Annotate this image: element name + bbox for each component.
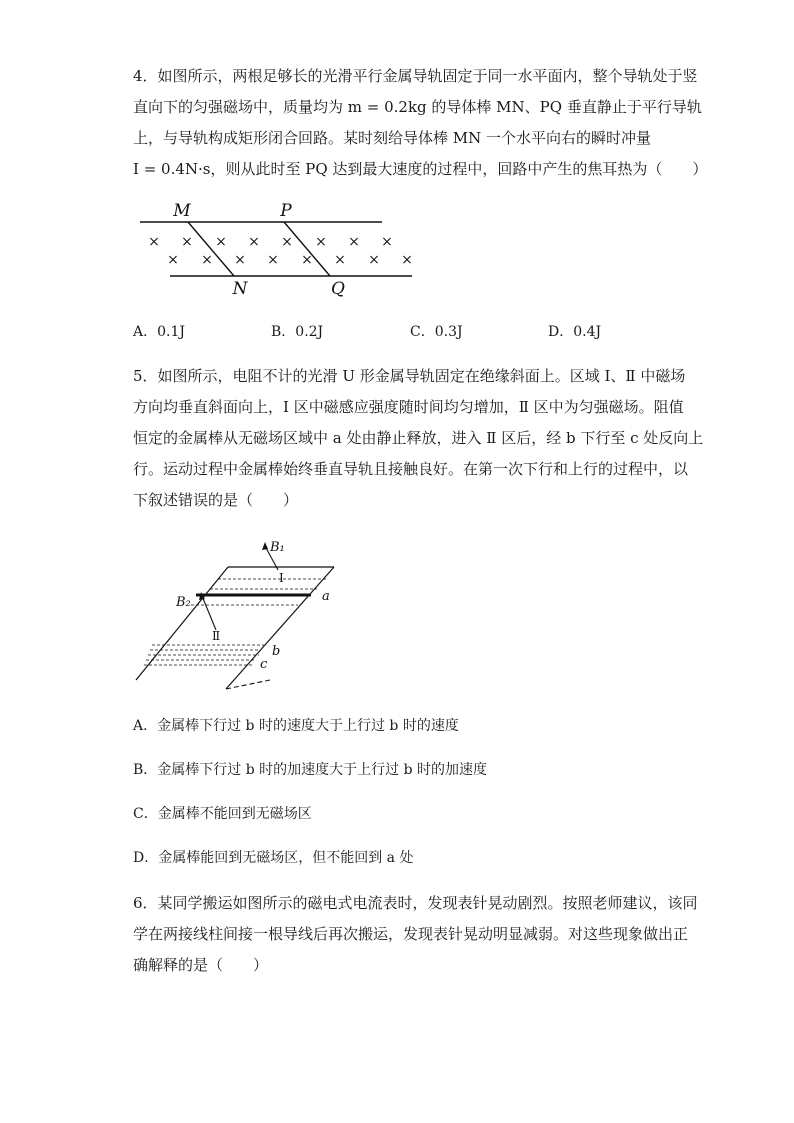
field-cross: × xyxy=(248,234,260,250)
q4-line-3: 上，与导轨构成矩形闭合回路。某时刻给导体棒 MN 一个水平向右的瞬时冲量 xyxy=(133,129,652,147)
field-cross: × xyxy=(267,252,279,268)
field-cross: × xyxy=(281,234,293,250)
q4-rails-figure xyxy=(130,198,430,298)
label-Q: Q xyxy=(331,279,345,298)
label-P: P xyxy=(280,201,292,221)
q5-option-d[interactable]: D．金属棒能回到无磁场区，但不能回到 a 处 xyxy=(133,850,414,866)
q5-incline-figure xyxy=(128,534,358,694)
q5-option-a[interactable]: A．金属棒下行过 b 时的速度大于上行过 b 时的速度 xyxy=(133,718,459,734)
q6-line-3: 确解释的是（ ） xyxy=(133,956,269,974)
q4-line-4: I = 0.4N·s，则从此时至 PQ 达到最大速度的过程中，回路中产生的焦耳热为（ ） xyxy=(133,160,708,178)
q6-line-1: 6．某同学搬运如图所示的磁电式电流表时，发现表针晃动剧烈。按照老师建议，该同 xyxy=(133,894,698,912)
q5-option-b[interactable]: B．金属棒下行过 b 时的加速度大于上行过 b 时的加速度 xyxy=(133,762,488,778)
label-region-I: Ⅰ xyxy=(279,571,284,585)
q5-line-3: 恒定的金属棒从无磁场区域中 a 处由静止释放，进入 Ⅱ 区后，经 b 下行至 c 处反向上 xyxy=(133,429,704,447)
q4-line-1: 4．如图所示，两根足够长的光滑平行金属导轨固定于同一水平面内，整个导轨处于竖 xyxy=(133,67,698,85)
field-cross: × xyxy=(381,234,393,250)
label-B1: B₁ xyxy=(270,540,285,555)
field-cross: × xyxy=(301,252,313,268)
field-cross: × xyxy=(401,252,413,268)
q4-line-2: 直向下的匀强磁场中，质量均为 m = 0.2kg 的导体棒 MN、PQ 垂直静止于平行导轨 xyxy=(133,98,702,116)
q4-option-c[interactable]: C．0.3J xyxy=(410,324,463,340)
q5-line-5: 下叙述错误的是（ ） xyxy=(133,491,299,509)
q5-option-c[interactable]: C．金属棒不能回到无磁场区 xyxy=(133,806,312,822)
field-cross: × xyxy=(334,252,346,268)
field-cross: × xyxy=(348,234,360,250)
field-cross: × xyxy=(234,252,246,268)
field-cross: × xyxy=(201,252,213,268)
label-B2: B₂ xyxy=(176,595,191,610)
label-N: N xyxy=(232,279,248,298)
label-c: c xyxy=(260,657,268,672)
q4-option-d[interactable]: D．0.4J xyxy=(548,324,602,340)
q4-option-a[interactable]: A．0.1J xyxy=(133,324,185,340)
field-cross: × xyxy=(181,234,193,250)
field-cross: × xyxy=(368,252,380,268)
field-cross: × xyxy=(215,234,227,250)
label-b: b xyxy=(272,644,281,659)
label-a: a xyxy=(322,589,330,604)
q5-line-4: 行。运动过程中金属棒始终垂直导轨且接触良好。在第一次下行和上行的过程中，以 xyxy=(133,460,689,478)
q4-option-b[interactable]: B．0.2J xyxy=(271,324,324,340)
q6-line-2: 学在两接线柱间接一根导线后再次搬运，发现表针晃动明显减弱。对这些现象做出正 xyxy=(133,925,689,943)
field-cross: × xyxy=(167,252,179,268)
field-cross: × xyxy=(148,234,160,250)
label-region-II: Ⅱ xyxy=(212,629,221,643)
field-cross: × xyxy=(315,234,327,250)
label-M: M xyxy=(173,201,191,221)
q5-line-2: 方向均垂直斜面向上，Ⅰ 区中磁感应强度随时间均匀增加，Ⅱ 区中为匀强磁场。阻值 xyxy=(133,398,684,416)
q5-line-1: 5．如图所示，电阻不计的光滑 U 形金属导轨固定在绝缘斜面上。区域 Ⅰ、Ⅱ 中磁场 xyxy=(133,367,686,385)
